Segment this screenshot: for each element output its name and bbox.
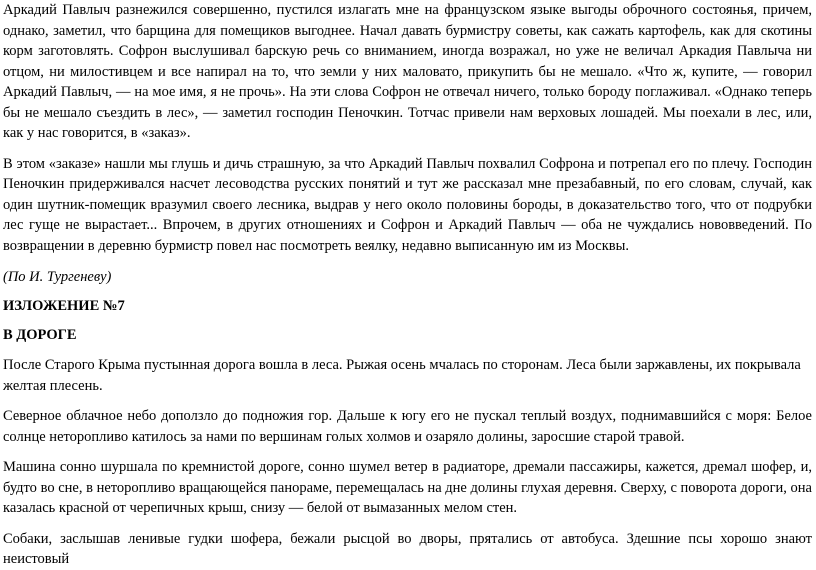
paragraph-forest-visit: Аркадий Павлыч разнежился совершенно, пустился излагать мне на французском языке выгоды оброчного состоянья, причем, однако, заметил, что барщина для помещиков выгоднее. Начал давать бурмистру советы, как сажать картофель, как для скотины корм заготовлять. Софрон выслушивал барскую речь со вниманием, иногда возражал, но уже не величал Аркадия Павлыча ни отцом, ни милостивцем и все напирал на то, что земли у них маловато, прикупить бы не мешало. «Что ж, купите, — говорил Аркадий Павлыч, — на мое имя, я не прочь». На эти слова Софрон не отвечал ничего, только бороду поглаживал. «Однако теперь бы не мешало съездить в лес», — заметил господин Пеночкин. Тотчас привели нам верховых лошадей. Мы поехали в лес, или, как у нас говорится, в «заказ». (3, 2, 812, 141)
paragraph-dogs: Собаки, заслышав ленивые гудки шофера, бежали рысцой во дворы, прятались от автобуса. Здешние псы хорошо знают неистовый (3, 530, 812, 567)
exercise-title: ИЗЛОЖЕНИЕ №7 (3, 298, 125, 314)
paragraph-road-forests: После Старого Крыма пустынная дорога вошла в леса. Рыжая осень мчалась по сторонам. Леса были заржавлены, их покрывала желтая плесень. (3, 357, 801, 394)
paragraph-northern-sky: Северное облачное небо доползло до подножия гор. Дальше к югу его не пускал теплый воздух, поднимавшийся с моря: Белое солнце неторопливо катилось за нами по вершинам голых холмов и озаряло долины, заросшие старой травой. (3, 408, 812, 445)
paragraph-zakaz: В этом «заказе» нашли мы глушь и дичь страшную, за что Аркадий Павлыч похвалил Софрона и потрепал его по плечу. Господин Пеночкин придерживался насчет лесоводства русских понятий и тут же рассказал мне презабавный, по его словам, случай, как один шутник-помещик вразумил своего лесника, выдрав у него около половины бороды, в доказательство того, что от подрубки лес гуще не вырастает... Впрочем, в других отношениях и Софрон и Аркадий Павлыч — оба не чуждались нововведений. По возвращении в деревню бурмистр повел нас посмотреть веялку, недавно выписанную им из Москвы. (3, 155, 812, 254)
author-attribution: (По И. Тургеневу) (3, 269, 112, 285)
section-title: В ДОРОГЕ (3, 327, 77, 343)
paragraph-car-village: Машина сонно шуршала по кремнистой дороге, сонно шумел ветер в радиаторе, дремали пассажиры, кажется, дремал шофер, и, будто во сне, в неторопливо вращающейся панораме, перемещалась на дне долины глухая деревня. Сверху, с поворота дороги, она казалась красной от черепичных крыш, снизу — белой от вымазанных мелом стен. (3, 459, 812, 516)
